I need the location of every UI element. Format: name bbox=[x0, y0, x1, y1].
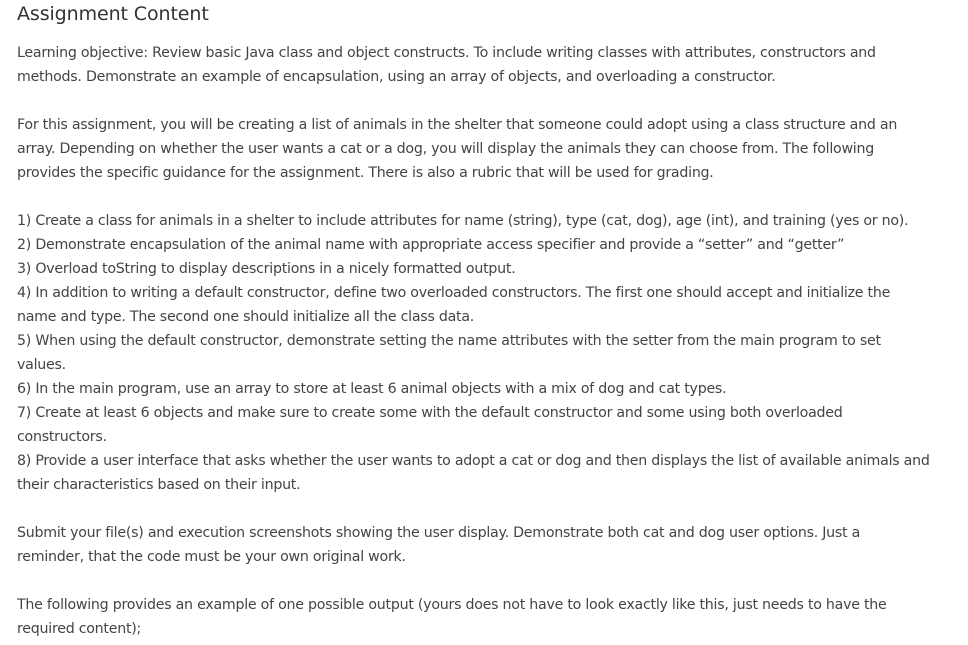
paragraph-line: The following provides an example of one possible output (yours does not have to look exactly like this, just needs to have the bbox=[17, 597, 887, 613]
requirement-line: 1) Create a class for animals in a shelter to include attributes for name (string), type (cat, dog), age (int), and training (yes or no). bbox=[17, 213, 909, 229]
requirement-line: 3) Overload toString to display descriptions in a nicely formatted output. bbox=[17, 261, 516, 277]
learning-objective-paragraph bbox=[17, 41, 962, 89]
assignment-body bbox=[17, 41, 962, 641]
requirement-line: values. bbox=[17, 357, 66, 373]
paragraph-line: required content); bbox=[17, 621, 142, 637]
requirement-line: 7) Create at least 6 objects and make sure to create some with the default constructor and some using both overloaded bbox=[17, 405, 843, 421]
paragraph-line: array. Depending on whether the user wants a cat or a dog, you will display the animals they can choose from. The following bbox=[17, 141, 874, 157]
requirement-line: name and type. The second one should initialize all the class data. bbox=[17, 309, 475, 325]
page-title: Assignment Content bbox=[17, 3, 209, 25]
paragraph-line: reminder, that the code must be your own original work. bbox=[17, 549, 406, 565]
paragraph-line: For this assignment, you will be creating a list of animals in the shelter that someone could adopt using a class structure and an bbox=[17, 117, 898, 133]
requirement-line: 4) In addition to writing a default constructor, define two overloaded constructors. The first one should accept and initialize the bbox=[17, 285, 891, 301]
submission-paragraph bbox=[17, 521, 962, 569]
requirements-list bbox=[17, 209, 962, 497]
requirement-line: 8) Provide a user interface that asks whether the user wants to adopt a cat or dog and then displays the list of available animals and bbox=[17, 453, 930, 469]
example-output-paragraph bbox=[17, 593, 962, 641]
paragraph-line: Submit your file(s) and execution screenshots showing the user display. Demonstrate both cat and dog user options. Just a bbox=[17, 525, 861, 541]
requirement-line: 5) When using the default constructor, demonstrate setting the name attributes with the setter from the main program to set bbox=[17, 333, 881, 349]
requirement-line: constructors. bbox=[17, 429, 107, 445]
requirement-line: 6) In the main program, use an array to store at least 6 animal objects with a mix of dog and cat types. bbox=[17, 381, 727, 397]
assignment-intro-paragraph bbox=[17, 113, 962, 185]
paragraph-line: methods. Demonstrate an example of encapsulation, using an array of objects, and overloading a constructor. bbox=[17, 69, 776, 85]
requirement-line: 2) Demonstrate encapsulation of the animal name with appropriate access specifier and provide a “setter” and “getter” bbox=[17, 237, 845, 253]
paragraph-line: Learning objective: Review basic Java class and object constructs. To include writing classes with attributes, constructors and bbox=[17, 45, 876, 61]
paragraph-line: provides the specific guidance for the assignment. There is also a rubric that will be used for grading. bbox=[17, 165, 714, 181]
requirement-line: their characteristics based on their input. bbox=[17, 477, 301, 493]
